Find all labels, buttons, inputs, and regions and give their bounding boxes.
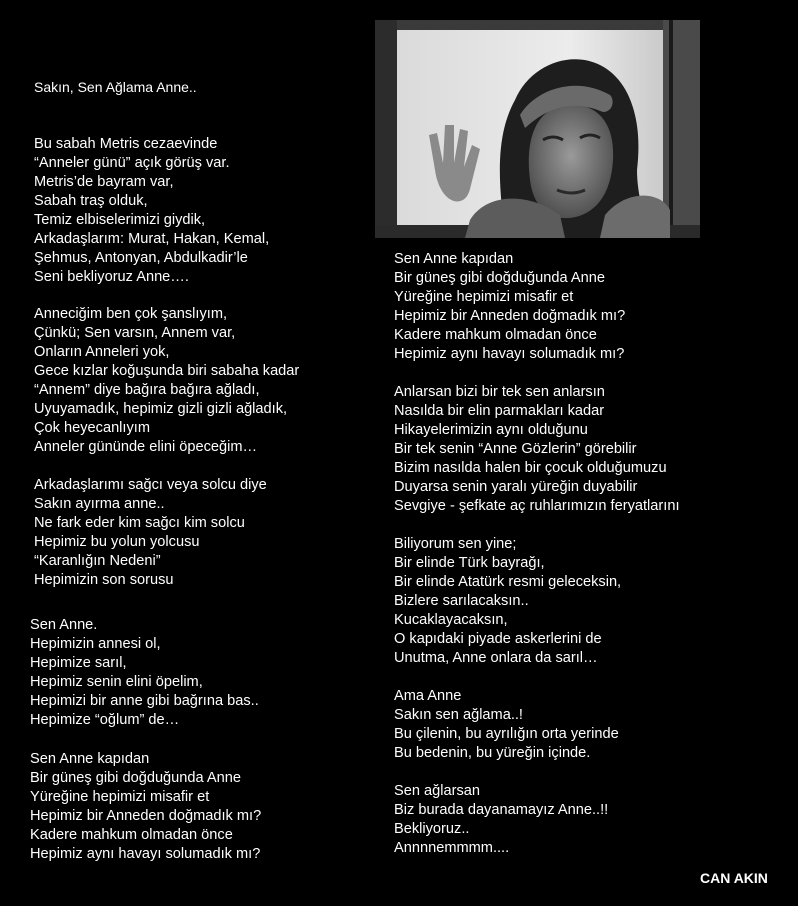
poem-line: Ne fark eder kim sağcı kim solcu bbox=[34, 515, 245, 531]
poem-line: Hepimiz bu yolun yolcusu bbox=[34, 534, 200, 550]
left-stanza-2 bbox=[34, 305, 299, 457]
poem-line: Sakın ayırma anne.. bbox=[34, 496, 165, 512]
poem-line: Hepimizin annesi ol, bbox=[30, 636, 161, 652]
poem-line: Bizim nasılda halen bir çocuk olduğumuzu bbox=[394, 460, 667, 476]
poem-line: Temiz elbiselerimizi giydik, bbox=[34, 212, 206, 228]
poem-line: Çok heyecanlıyım bbox=[34, 420, 150, 436]
poem-line: Annnnemmmm.... bbox=[394, 840, 510, 856]
poem-line: Hepimize sarıl, bbox=[30, 655, 127, 671]
poem-line: Şehmus, Antonyan, Abdulkadir’le bbox=[34, 250, 248, 266]
poem-title: Sakın, Sen Ağlama Anne.. bbox=[34, 79, 197, 95]
poem-line: Bizlere sarılacaksın.. bbox=[394, 593, 529, 609]
poem-line: Hikayelerimizin aynı olduğunu bbox=[394, 422, 588, 438]
poem-line: Hepimiz bir Anneden doğmadık mı? bbox=[394, 308, 626, 324]
left-stanza-3 bbox=[34, 476, 267, 590]
poem-line: “Annem” diye bağıra bağıra ağladı, bbox=[34, 382, 260, 398]
right-stanza-4 bbox=[394, 687, 619, 763]
poem-line: Sakın sen ağlama..! bbox=[394, 707, 523, 723]
poem-line: Hepimize “oğlum” de… bbox=[30, 712, 180, 728]
right-stanza-3 bbox=[394, 535, 621, 668]
poem-line: Bekliyoruz.. bbox=[394, 821, 470, 837]
poem-line: Sen ağlarsan bbox=[394, 783, 481, 799]
poem-line: Arkadaşlarımı sağcı veya solcu diye bbox=[34, 477, 267, 493]
poem-line: Hepimiz bir Anneden doğmadık mı? bbox=[30, 808, 262, 824]
poem-line: Sabah traş olduk, bbox=[34, 193, 148, 209]
poem-line: Biz burada dayanamayız Anne..!! bbox=[394, 802, 609, 818]
poem-line: Bir tek senin “Anne Gözlerin” görebilir bbox=[394, 441, 637, 457]
poem-line: “Anneler günü” açık görüş var. bbox=[34, 155, 230, 171]
poem-line: Sen Anne. bbox=[30, 617, 98, 633]
poem-line: Duyarsa senin yaralı yüreğin duyabilir bbox=[394, 479, 638, 495]
right-stanza-2 bbox=[394, 383, 680, 516]
poem-line: Hepimiz aynı havayı solumadık mı? bbox=[394, 346, 625, 362]
poem-line: Hepimizi bir anne gibi bağrına bas.. bbox=[30, 693, 259, 709]
poem-line: Onların Anneleri yok, bbox=[34, 344, 170, 360]
poem-line: Biliyorum sen yine; bbox=[394, 536, 517, 552]
poem-line: Bu çilenin, bu ayrılığın orta yerinde bbox=[394, 726, 619, 742]
poem-line: Hepimiz aynı havayı solumadık mı? bbox=[30, 846, 261, 862]
poem-line: Sen Anne kapıdan bbox=[30, 751, 150, 767]
poem-line: Anneciğim ben çok şanslıyım, bbox=[34, 306, 228, 322]
poem-line: Sen Anne kapıdan bbox=[394, 251, 514, 267]
poem-line: Bir güneş gibi doğduğunda Anne bbox=[394, 270, 605, 286]
poem-line: Yüreğine hepimizi misafir et bbox=[30, 789, 210, 805]
author-signature: CAN AKIN bbox=[700, 870, 768, 886]
poem-line: Seni bekliyoruz Anne…. bbox=[34, 269, 189, 285]
poem-line: Kadere mahkum olmadan önce bbox=[394, 327, 597, 343]
poem-line: Bu bedenin, bu yüreğin içinde. bbox=[394, 745, 591, 761]
poem-line: Anneler gününde elini öpeceğim… bbox=[34, 439, 258, 455]
left-stanza-1 bbox=[34, 135, 269, 287]
poem-line: Kadere mahkum olmadan önce bbox=[30, 827, 233, 843]
left-stanza-5 bbox=[30, 750, 261, 864]
poem-line: Bir elinde Atatürk resmi geleceksin, bbox=[394, 574, 622, 590]
poem-line: Uyuyamadık, hepimiz gizli gizli ağladık, bbox=[34, 401, 288, 417]
poem-line: O kapıdaki piyade askerlerini de bbox=[394, 631, 602, 647]
poem-line: Bir elinde Türk bayrağı, bbox=[394, 555, 545, 571]
poem-line: Bir güneş gibi doğduğunda Anne bbox=[30, 770, 241, 786]
poem-line: Anlarsan bizi bir tek sen anlarsın bbox=[394, 384, 605, 400]
mother-photo bbox=[375, 20, 700, 238]
poem-line: Metris’de bayram var, bbox=[34, 174, 174, 190]
poem-line: Yüreğine hepimizi misafir et bbox=[394, 289, 574, 305]
poem-line: Arkadaşlarım: Murat, Hakan, Kemal, bbox=[34, 231, 270, 247]
poem-line: Kucaklayacaksın, bbox=[394, 612, 508, 628]
left-stanza-4 bbox=[30, 616, 259, 730]
poem-line: Nasılda bir elin parmakları kadar bbox=[394, 403, 605, 419]
poem-line: Çünkü; Sen varsın, Annem var, bbox=[34, 325, 236, 341]
poem-line: Bu sabah Metris cezaevinde bbox=[34, 136, 218, 152]
poem-line: Sevgiye - şefkate aç ruhlarımızın feryatlarını bbox=[394, 498, 680, 514]
poem-line: Unutma, Anne onlara da sarıl… bbox=[394, 650, 598, 666]
poem-line: Hepimiz senin elini öpelim, bbox=[30, 674, 203, 690]
poem-line: Ama Anne bbox=[394, 688, 462, 704]
poem-line: “Karanlığın Nedeni” bbox=[34, 553, 161, 569]
right-stanza-5 bbox=[394, 782, 608, 858]
poem-line: Hepimizin son sorusu bbox=[34, 572, 174, 588]
poem-line: Gece kızlar koğuşunda biri sabaha kadar bbox=[34, 363, 300, 379]
right-stanza-1 bbox=[394, 250, 625, 364]
